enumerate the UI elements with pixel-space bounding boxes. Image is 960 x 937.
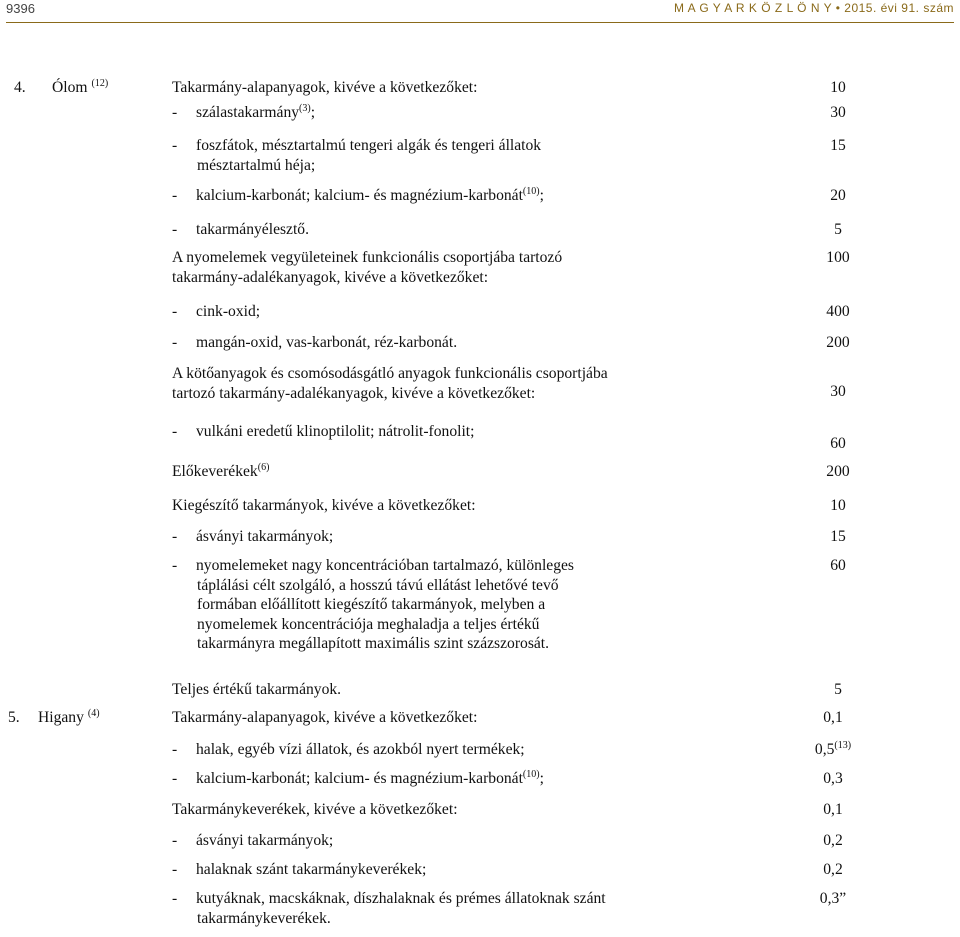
footnote-ref: (10): [522, 185, 540, 197]
row-label: táplálási célt szolgáló, a hosszú távú ellátást lehetővé tevő: [197, 576, 559, 594]
row-text: [172, 740, 525, 759]
limit-value-text: 60: [830, 557, 846, 574]
limit-value: [798, 186, 878, 205]
limit-value: [793, 708, 873, 727]
row-label: szálastakarmány: [196, 104, 300, 121]
row-label: Előkeverékek: [172, 463, 258, 480]
row-text-continuation: [197, 634, 549, 653]
limit-value-text: 30: [830, 104, 846, 121]
limit-value: [798, 462, 878, 481]
limit-value: [793, 800, 873, 819]
list-dash: -: [172, 741, 178, 758]
row-text: [172, 831, 333, 850]
limit-value: [798, 103, 878, 122]
row-text: [172, 708, 477, 727]
row-text: [172, 248, 562, 267]
section-name-sup: (12): [91, 77, 109, 89]
footnote-ref: (6): [257, 461, 270, 473]
list-dash: -: [172, 890, 178, 907]
row-text: [172, 889, 606, 908]
row-text: [172, 680, 341, 699]
section-number: 4.: [14, 79, 26, 96]
row-label: vulkáni eredetű klinoptilolit; nátrolit-fonolit;: [196, 423, 475, 440]
list-dash: -: [172, 221, 178, 238]
limit-value-text: 10: [830, 79, 846, 96]
list-dash: -: [172, 104, 178, 121]
section-name-text: Higany: [38, 709, 84, 726]
list-dash: -: [172, 770, 178, 787]
limit-value: [793, 769, 873, 788]
footnote-ref: (3): [299, 102, 311, 114]
header-rule: [6, 22, 954, 23]
page-header: [0, 0, 960, 20]
limit-value-text: 60: [830, 435, 846, 452]
limit-value: [793, 889, 873, 908]
row-text: [172, 860, 426, 879]
row-text-continuation: [197, 576, 559, 595]
list-dash: -: [172, 334, 178, 351]
section-number: 5.: [8, 709, 20, 726]
limit-value: [798, 382, 878, 401]
limit-value-text: 0,1: [823, 801, 843, 818]
limit-value-text: 15: [830, 137, 846, 154]
limit-value-text: 0,2: [823, 861, 843, 878]
row-text: [172, 78, 477, 97]
limit-value: [798, 496, 878, 515]
limit-value-text: 400: [826, 303, 850, 320]
row-label: formában előállított kiegészítő takarmányok, melyben a: [197, 596, 546, 613]
row-label: takarmány-adalékanyagok, kivéve a következőket:: [172, 268, 489, 286]
limit-value-text: 5: [834, 221, 842, 238]
row-label: tartozó takarmány-adalékanyagok, kivéve a következőket:: [172, 384, 536, 402]
row-label: takarmányra megállapított maximális szint százszorosát.: [197, 635, 550, 652]
limit-value-text: 200: [826, 463, 850, 480]
limit-value: [798, 302, 878, 321]
limit-value: [793, 740, 873, 759]
row-label: ásványi takarmányok;: [196, 528, 334, 545]
section-name: [52, 78, 108, 97]
row-label: A nyomelemek vegyületeinek funkcionális csoportjába tartozó: [172, 249, 563, 266]
row-label: takarmányélesztő.: [196, 221, 310, 238]
row-text-continuation: [197, 615, 539, 634]
limit-value-text: 0,3: [823, 770, 843, 787]
limit-value-text: 10: [830, 497, 846, 514]
limit-value: [798, 556, 878, 575]
row-label: Takarmánykeverékek, kivéve a következőket:: [172, 801, 458, 818]
page-number: 9396: [6, 1, 35, 16]
row-text: [172, 462, 269, 481]
limit-value-text: 30: [830, 383, 846, 400]
row-text: [172, 220, 309, 239]
list-dash: -: [172, 861, 178, 878]
row-text: [172, 769, 544, 788]
row-text-continuation: [197, 909, 331, 928]
row-text-continuation: [172, 384, 535, 403]
row-label: A kötőanyagok és csomósodásgátló anyagok funkcionális csoportjába: [172, 365, 608, 382]
list-dash: -: [172, 528, 178, 545]
limit-value: [793, 860, 873, 879]
row-text: [172, 186, 544, 205]
row-text: [172, 103, 315, 122]
value-footnote-ref: (13): [834, 739, 852, 751]
row-label: nyomelemek koncentrációja meghaladja a teljes értékű: [197, 615, 540, 633]
row-label: halak, egyéb vízi állatok, és azokból nyert termékek;: [196, 741, 525, 758]
row-text: [172, 136, 541, 155]
section-name-text: Ólom: [52, 79, 88, 96]
list-dash: -: [172, 832, 178, 849]
limit-value: [798, 333, 878, 352]
row-label: halaknak szánt takarmánykeverékek;: [196, 861, 427, 878]
list-dash: -: [172, 137, 178, 154]
row-text: [172, 496, 476, 515]
row-label: nyomelemeket nagy koncentrációban tartalmazó, különleges: [196, 557, 575, 574]
row-label: Kiegészítő takarmányok, kivéve a következőket:: [172, 497, 476, 514]
limit-value-text: 100: [826, 249, 850, 266]
limit-value: [798, 527, 878, 546]
row-label: Takarmány-alapanyagok, kivéve a következőket:: [172, 709, 478, 726]
section-name-sup: (4): [87, 707, 100, 719]
journal-title: M A G Y A R K Ö Z L Ö N Y • 2015. évi 91. szám: [674, 1, 954, 15]
limit-value-text: 0,5: [814, 741, 835, 758]
limit-value-text: 5: [834, 681, 842, 698]
limit-value: [798, 434, 878, 453]
row-text: [172, 800, 458, 819]
row-label: takarmánykeverékek.: [197, 909, 331, 927]
row-suffix: ;: [310, 104, 316, 121]
row-text-continuation: [197, 156, 315, 175]
limit-value-text: 0,2: [823, 832, 843, 849]
row-text: [172, 302, 260, 321]
list-dash: -: [172, 187, 178, 204]
row-text: [172, 333, 457, 352]
limit-value: [798, 248, 878, 267]
row-label: mangán-oxid, vas-karbonát, réz-karbonát.: [196, 334, 458, 351]
limit-value: [798, 136, 878, 155]
limit-value-text: 15: [830, 528, 846, 545]
limit-value-text: 0,3”: [819, 890, 847, 907]
limit-value: [798, 680, 878, 699]
row-label: Teljes értékű takarmányok.: [172, 681, 342, 698]
row-text: [172, 364, 608, 383]
row-text: [172, 556, 574, 575]
limit-value: [793, 831, 873, 850]
row-suffix: ;: [539, 770, 544, 787]
limit-value: [798, 220, 878, 239]
limit-value-text: 0,1: [823, 709, 843, 726]
row-label: Takarmány-alapanyagok, kivéve a következőket:: [172, 79, 478, 96]
row-suffix: ;: [539, 187, 544, 204]
row-label: kalcium-karbonát; kalcium- és magnézium-karbonát: [196, 187, 523, 204]
list-dash: -: [172, 303, 178, 320]
row-text-continuation: [172, 268, 488, 287]
row-label: cink-oxid;: [196, 303, 261, 320]
row-label: foszfátok, mésztartalmú tengeri algák és tengeri állatok: [196, 137, 542, 154]
row-label: kutyáknak, macskáknak, díszhalaknak és prémes állatoknak szánt: [196, 890, 606, 907]
row-label: ásványi takarmányok;: [196, 832, 334, 849]
row-label: mésztartalmú héja;: [197, 156, 316, 174]
limit-value-text: 20: [830, 187, 846, 204]
row-text-continuation: [197, 595, 545, 614]
limit-value-text: 200: [826, 334, 850, 351]
list-dash: -: [172, 557, 178, 574]
row-text: [172, 422, 474, 441]
limit-value: [798, 78, 878, 97]
list-dash: -: [172, 423, 178, 440]
row-text: [172, 527, 333, 546]
section-name: [38, 708, 100, 727]
footnote-ref: (10): [522, 768, 540, 780]
row-label: kalcium-karbonát; kalcium- és magnézium-karbonát: [196, 770, 523, 787]
